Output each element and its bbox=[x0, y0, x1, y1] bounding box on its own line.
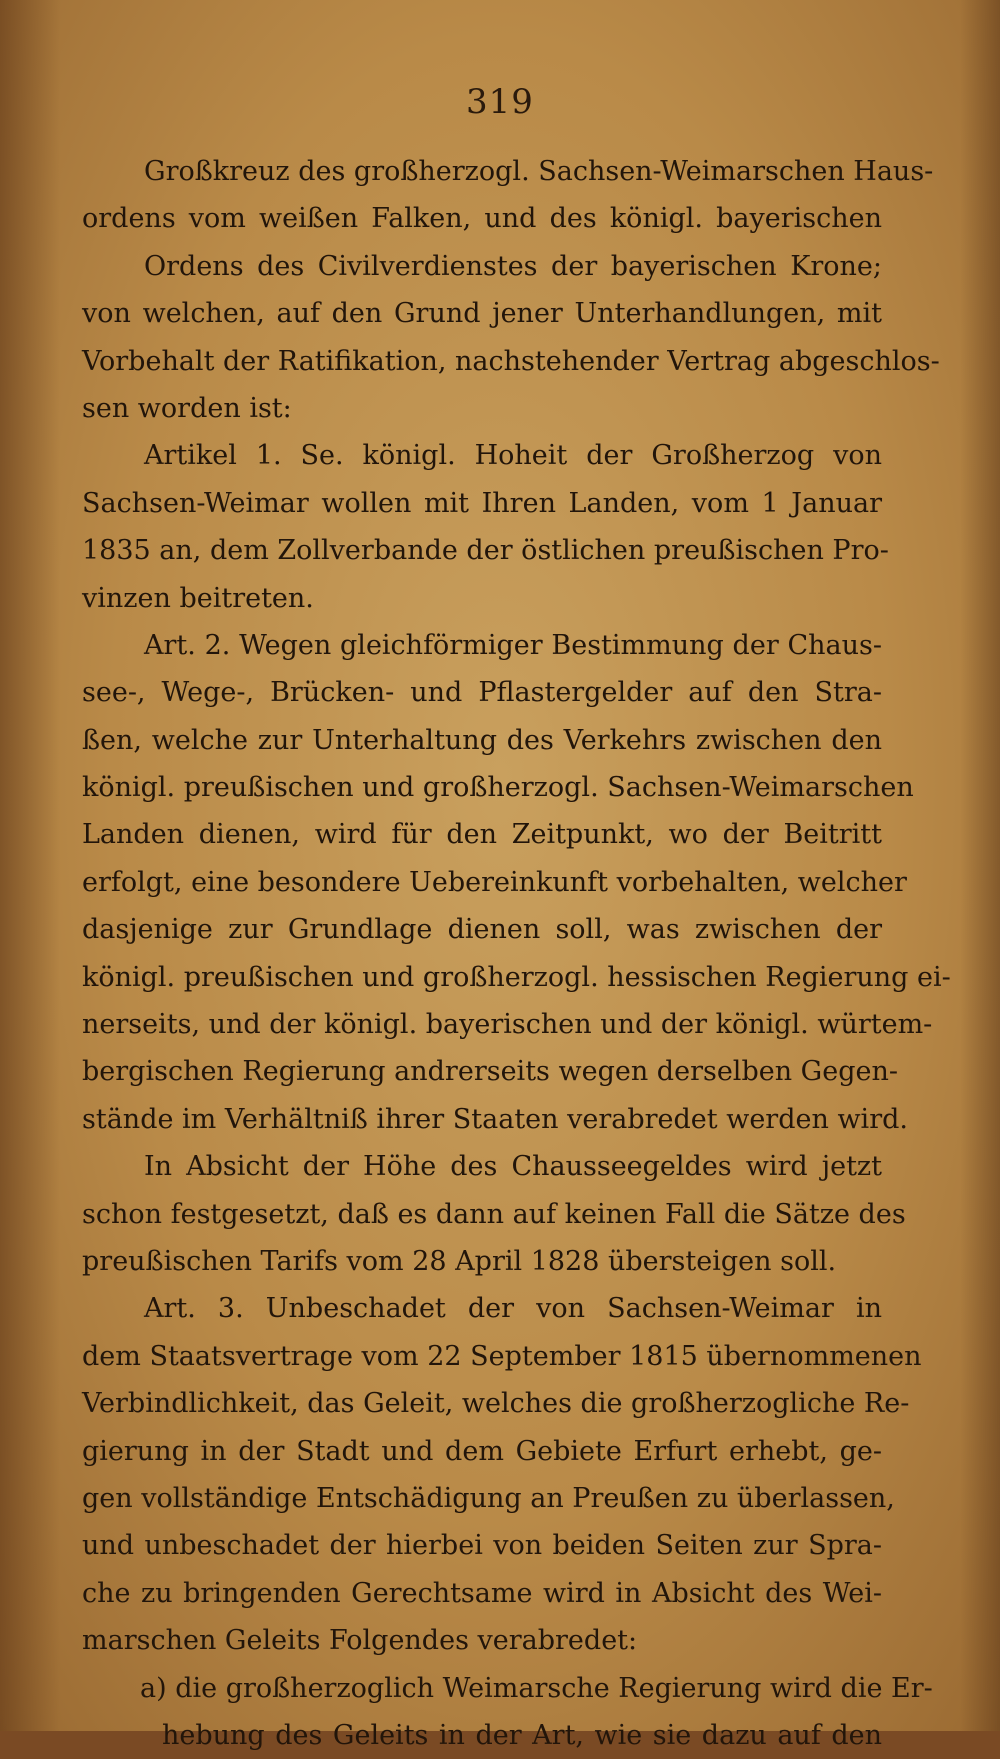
text-line: schon festgesetzt, daß es dann auf keinen Fall die Sätze des bbox=[82, 1198, 906, 1230]
page-shadow-left bbox=[0, 0, 60, 1731]
text-line: ßen, welche zur Unterhaltung des Verkehrs zwischen den bbox=[82, 724, 882, 756]
text-line: bergischen Regierung andrerseits wegen derselben Gegen- bbox=[82, 1056, 898, 1088]
list-item-text: a) die großherzoglich Weimarsche Regierung wird die Er- bbox=[140, 1672, 933, 1704]
text-line: Verbindlichkeit, das Geleit, welches die großherzogliche Re- bbox=[82, 1388, 910, 1420]
body-text bbox=[82, 148, 951, 1759]
text-line: königl. preußischen und großherzogl. hessischen Regierung ei- bbox=[82, 961, 951, 993]
text-line: see-, Wege-, Brücken- und Pflastergelder auf den Stra- bbox=[82, 677, 882, 709]
text-line: königl. preußischen und großherzogl. Sachsen-Weimarschen bbox=[82, 772, 914, 804]
text-line: gen vollständige Entschädigung an Preußen zu überlassen, bbox=[82, 1482, 895, 1514]
text-line: 1835 an, dem Zollverbande der östlichen preußischen Pro- bbox=[82, 535, 889, 567]
text-line: nerseits, und der königl. bayerischen und der königl. würtem- bbox=[82, 1009, 933, 1041]
text-line: Landen dienen, wird für den Zeitpunkt, wo der Beitritt bbox=[82, 819, 882, 851]
text-line: und unbeschadet der hierbei von beiden Seiten zur Spra- bbox=[82, 1530, 882, 1562]
text-line: In Absicht der Höhe des Chausseegeldes wird jetzt bbox=[144, 1151, 882, 1183]
text-line: gierung in der Stadt und dem Gebiete Erfurt erhebt, ge- bbox=[82, 1435, 882, 1467]
list-item-text: hebung des Geleits in der Art, wie sie dazu auf den bbox=[162, 1719, 882, 1751]
text-line: che zu bringenden Gerechtsame wird in Absicht des Wei- bbox=[82, 1577, 882, 1609]
text-line: dasjenige zur Grundlage dienen soll, was zwischen der bbox=[82, 914, 882, 946]
text-line: Ordens des Civilverdienstes der bayerischen Krone; bbox=[144, 250, 882, 282]
text-line: Art. 2. Wegen gleichförmiger Bestimmung der Chaus- bbox=[144, 629, 882, 661]
text-line: Sachsen-Weimar wollen mit Ihren Landen, vom 1 Januar bbox=[82, 487, 882, 519]
text-line: Vorbehalt der Ratifikation, nachstehender Vertrag abgeschlos- bbox=[82, 345, 940, 377]
text-line: dem Staatsvertrage vom 22 September 1815 übernommenen bbox=[82, 1340, 922, 1372]
text-line: Großkreuz des großherzogl. Sachsen-Weimarschen Haus- bbox=[144, 156, 934, 187]
page-shadow-right bbox=[960, 0, 1000, 1731]
page-number: 319 bbox=[466, 82, 534, 122]
text-line: stände im Verhältniß ihrer Staaten verabredet werden wird. bbox=[82, 1103, 908, 1135]
text-line: von welchen, auf den Grund jener Unterhandlungen, mit bbox=[82, 298, 882, 330]
text-line: marschen Geleits Folgendes verabredet: bbox=[82, 1625, 638, 1657]
text-line: erfolgt, eine besondere Uebereinkunft vorbehalten, welcher bbox=[82, 866, 907, 898]
text-line: Art. 3. Unbeschadet der von Sachsen-Weimar in bbox=[144, 1293, 882, 1325]
text-line: sen worden ist: bbox=[82, 392, 292, 424]
text-line: vinzen beitreten. bbox=[82, 582, 314, 614]
text-line: Artikel 1. Se. königl. Hoheit der Großherzog von bbox=[144, 440, 882, 472]
text-line: ordens vom weißen Falken, und des königl. bayerischen bbox=[82, 203, 882, 235]
text-line: preußischen Tarifs vom 28 April 1828 übersteigen soll. bbox=[82, 1245, 837, 1277]
